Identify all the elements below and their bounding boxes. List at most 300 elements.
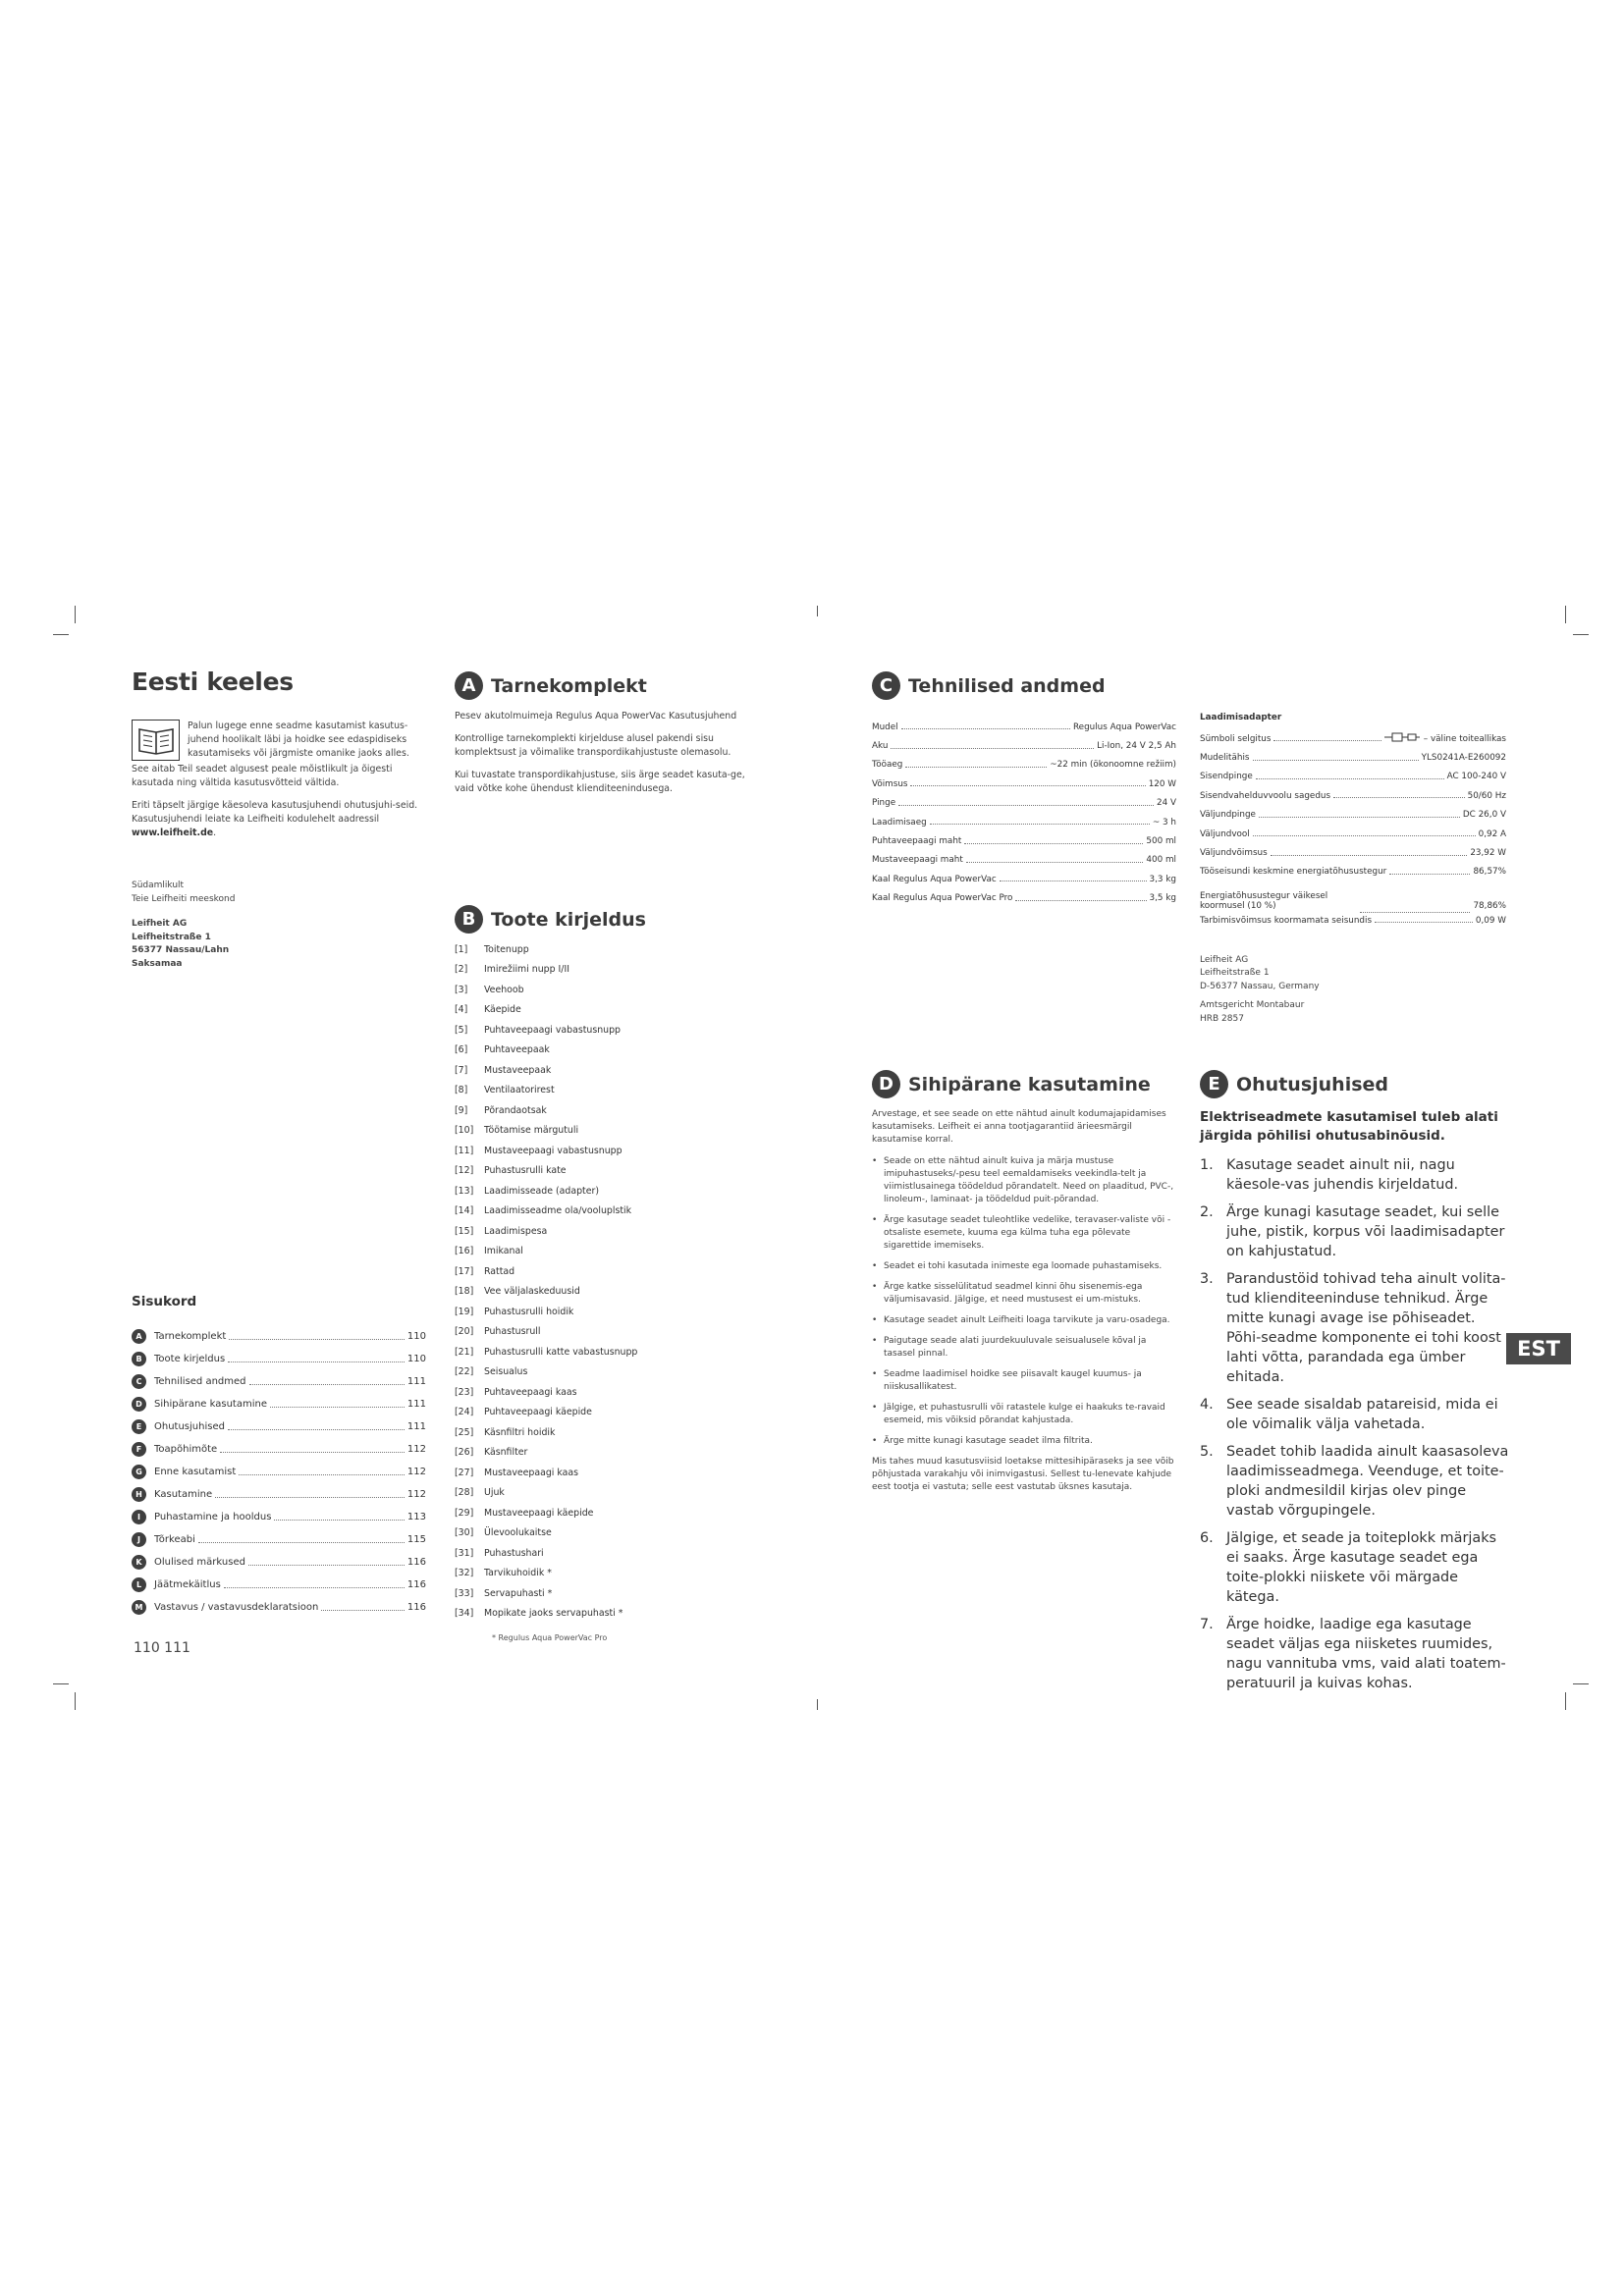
leader-dots [239,1474,405,1475]
part-item [455,1000,764,1021]
part-number: [30] [455,1527,474,1539]
section-letter-badge: E [1200,1070,1228,1098]
part-label: Laadimispesa [484,1225,548,1237]
leader-dots [198,1542,405,1543]
leader-dots [891,748,1094,749]
toc-letter-badge: F [132,1442,146,1457]
leader-dots [1271,855,1468,856]
spec-row [872,774,1176,793]
bullet-mark: • [872,1215,878,1225]
part-label: Puhastusrulli katte vabastusnupp [484,1346,638,1358]
toc-label: Sihipärane kasutamine [154,1399,267,1410]
company-city: 56377 Nassau/Lahn [132,945,230,955]
safety-text: Parandustöid tohivad teha ainult volita-tud klienditeeninduse tehnikud. Ärge mitte kunagi avage ise põhiseadet. Põhi-seadme komponente ei tohi koost lahti võtta, parandada ega ümber ehitada. [1226,1271,1506,1385]
toc-page-number: 111 [406,1421,426,1432]
page-numbers: 110 111 [134,1640,190,1656]
company-country: Saksamaa [132,958,183,969]
part-number: [32] [455,1568,474,1579]
part-number: [11] [455,1145,474,1156]
toc-letter-badge: A [132,1329,146,1344]
section-a [455,671,764,805]
leader-dots [1360,912,1470,913]
toc-item[interactable] [132,1325,426,1348]
manufacturer-street: Leifheitstraße 1 [1200,968,1270,979]
part-number: [13] [455,1185,474,1197]
part-item [455,1342,764,1362]
section-c-header [872,671,1176,700]
bullet-mark: • [872,1282,878,1292]
toc-page-number: 116 [406,1579,426,1590]
part-number: [10] [455,1125,474,1137]
spec-label: Aku [872,741,889,752]
part-number: [22] [455,1366,474,1378]
spec-label: Väljundpinge [1200,810,1256,821]
toc-item[interactable] [132,1415,426,1438]
section-letter-badge: C [872,671,900,700]
toc-label: Puhastamine ja hooldus [154,1512,272,1522]
spec-label: Mudel [872,721,898,732]
toc-item[interactable] [132,1596,426,1619]
safety-number: 1. [1200,1157,1214,1173]
spec-row [1200,825,1506,843]
website-link[interactable]: www.leifheit.de [132,828,214,838]
section-title: Toote kirjeldus [491,908,646,931]
leader-dots [1273,740,1380,741]
part-number: [8] [455,1085,468,1096]
part-item [455,1362,764,1383]
toc-letter-badge: J [132,1532,146,1547]
leader-dots [220,1452,405,1453]
toc-page-number: 116 [406,1602,426,1613]
part-label: Tarvikuhoidik * [484,1568,552,1579]
bullet-mark: • [872,1403,878,1413]
crop-mark [817,606,818,616]
part-label: Käsnfiltri hoidik [484,1426,556,1438]
section-a-header [455,671,764,700]
part-label: Mopikate jaoks servapuhasti * [484,1608,623,1620]
leader-dots [905,767,1047,768]
toc-page-number: 115 [406,1534,426,1545]
leader-dots [274,1520,404,1521]
leader-dots [321,1610,405,1611]
spec-label: Pinge [872,798,896,809]
part-item [455,1403,764,1423]
section-d [872,1070,1178,1503]
spec-value: DC 26,0 V [1462,810,1506,821]
crop-mark [817,1699,818,1710]
spec-label: Mudelitähis [1200,753,1250,764]
spec-row [872,794,1176,813]
leader-dots [248,1565,405,1566]
part-item [455,1382,764,1403]
bullet-mark: • [872,1336,878,1346]
bullet-item [872,1260,1178,1273]
leader-dots [910,785,1145,786]
toc-item[interactable] [132,1461,426,1483]
intro-block [132,720,431,761]
spec-value: 78,86% [1473,901,1506,912]
toc-title: Sisukord [132,1294,197,1309]
part-number: [28] [455,1487,474,1499]
leader-dots [228,1429,405,1430]
toc-letter-badge: M [132,1600,146,1615]
toc-label: Olulised märkused [154,1557,245,1568]
spec-value: 50/60 Hz [1467,790,1506,801]
part-number: [5] [455,1024,468,1036]
parts-footnote: * Regulus Aqua PowerVac Pro [492,1633,608,1642]
toc-letter-badge: G [132,1465,146,1479]
part-label: Puhastusrulli kate [484,1165,567,1177]
spec-label: Sisendvahelduvvoolu sagedus [1200,790,1331,801]
part-number: [12] [455,1165,474,1177]
toc-label: Tehnilised andmed [154,1376,246,1387]
toc-item[interactable] [132,1551,426,1574]
part-item [455,1242,764,1262]
part-item [455,1543,764,1564]
part-label: Mustaveepaagi kaas [484,1467,579,1478]
section-letter-badge: D [872,1070,900,1098]
safety-text: See seade sisaldab patareisid, mida ei ole võimalik välja vahetada. [1226,1397,1498,1432]
bullet-item [872,1214,1178,1253]
intro-paragraph-2: See aitab Teil seadet algusest peale mõistlikult ja õigesti kasutada ning vältida kasutusvõtteid vältida. [132,764,393,788]
safety-item [1200,1615,1512,1693]
manufacturer-block [1200,954,1506,1027]
section-title: Ohutusjuhised [1236,1073,1388,1095]
part-label: Veehoob [484,984,524,995]
section-title: Sihipärane kasutamine [908,1073,1151,1095]
section-d-outro: Mis tahes muud kasutusviisid loetakse mittesihipäraseks ja see võib põhjustada varakahju või inimvigastusi. Sellest tu-lenevate kahjude eest tootja ei vastuta; selle eest vastutab üksnes kasutaja. [872,1457,1174,1492]
section-d-intro: Arvestage, et see seade on ette nähtud ainult kodumajapidamises kasutamiseks. Leifheit ei anna tootjagarantiid ärieesmärgil kasutamise korral. [872,1109,1166,1145]
crop-mark [53,1683,69,1684]
part-item [455,1503,764,1523]
safety-lead: Elektriseadmete kasutamisel tuleb alati järgida põhilisi ohutusabinõusid. [1200,1109,1498,1144]
safety-text: Ärge hoidke, laadige ega kasutage seadet väljas ega niisketes ruumides, nagu vannituba vms, vaid alati toatem-peratuuril ja kuivas kohas. [1226,1617,1506,1691]
safety-text: Jälgige, et seade ja toiteplokk märjaks ei saaks. Ärge kasutage seadet ega toite-plokki niiskete või märgade kätega. [1226,1530,1497,1605]
adapter-specs [1200,713,1506,1026]
section-title: Tarnekomplekt [491,674,647,697]
toc-letter-badge: C [132,1374,146,1389]
leader-dots [1333,797,1465,798]
spec-label: Mustaveepaagi maht [872,855,963,866]
toc-item[interactable] [132,1506,426,1528]
leader-dots [1015,900,1146,901]
part-label: Imirežiimi nupp I/II [484,964,569,976]
intro-paragraph-1: Palun lugege enne seadme kasutamist kasutus-juhend hoolikalt läbi ja hoidke see edaspidiseks kasutamiseks või järgmiste omanike jaoks alles. [188,721,409,759]
spec-row [872,851,1176,870]
toc-page-number: 110 [406,1354,426,1364]
part-item [455,1302,764,1322]
part-number: [26] [455,1447,474,1459]
address-block [132,918,431,971]
part-label: Puhastushari [484,1547,544,1559]
part-item [455,1161,764,1182]
part-number: [15] [455,1225,474,1237]
part-label: Ujuk [484,1487,505,1499]
toc-letter-badge: B [132,1352,146,1366]
toc-item[interactable] [132,1370,426,1393]
spec-row [872,813,1176,831]
manufacturer-court: Amtsgericht Montabaur [1200,1000,1305,1011]
safety-number: 6. [1200,1530,1214,1546]
toc-label: Ohutusjuhised [154,1421,225,1432]
language-tab: EST [1506,1333,1571,1364]
toc-letter-badge: L [132,1577,146,1592]
leader-dots [1375,922,1473,923]
bullet-text: Jälgige, et puhastusrulli või ratastele kulge ei haakuks te-ravaid esemeid, mis võiksid põrandat kahjustada. [884,1403,1165,1425]
part-item [455,960,764,981]
safety-item [1200,1395,1512,1434]
leader-dots [224,1587,405,1588]
part-number: [6] [455,1044,468,1056]
section-letter-badge: B [455,905,483,934]
spec-row [1200,786,1506,805]
bullet-mark: • [872,1369,878,1379]
toc-item[interactable] [132,1348,426,1370]
spec-label: Sisendpinge [1200,772,1253,782]
spec-row [872,889,1176,908]
leader-dots [898,805,1154,806]
spec-value: – väline toiteallikas [1423,733,1506,744]
leader-dots [215,1497,405,1498]
part-label: Toitenupp [484,943,529,955]
part-item [455,1221,764,1242]
part-number: [17] [455,1265,474,1277]
spec-label: Energiatõhusustegur väikesel koormusel (10 %) [1200,891,1328,912]
spec-row [1200,806,1506,825]
bullet-mark: • [872,1261,878,1271]
bullet-item [872,1402,1178,1427]
part-label: Imikanal [484,1246,523,1257]
safety-number: 5. [1200,1444,1214,1460]
spec-label: Kaal Regulus Aqua PowerVac Pro [872,893,1013,904]
bullet-item [872,1435,1178,1448]
spec-row [1200,863,1506,881]
part-label: Mustaveepaak [484,1064,552,1076]
spec-label: Sümboli selgitus [1200,733,1272,744]
part-item [455,1141,764,1161]
safety-number: 4. [1200,1397,1214,1413]
spec-label: Väljundvõimsus [1200,848,1268,859]
spec-row [1200,843,1506,862]
part-item [455,1322,764,1343]
bullet-mark: • [872,1315,878,1325]
leader-dots [930,824,1150,825]
part-item [455,1564,764,1584]
part-label: Puhtaveepaagi kaas [484,1386,577,1398]
part-label: Puhtaveepaagi vabastusnupp [484,1024,622,1036]
section-a-paragraph-3: Kui tuvastate transpordikahjustuse, siis ärge seadet kasuta-ge, vaid võtke kohe ühendust klienditeenindusega. [455,770,745,794]
toc-page-number: 112 [406,1489,426,1500]
toc-item[interactable] [132,1574,426,1596]
crop-mark [53,634,69,635]
manufacturer-company: Leifheit AG [1200,954,1249,965]
spec-label: Tööseisundi keskmine energiatõhusustegur [1200,867,1387,878]
part-label: Puhtaveepaak [484,1044,550,1056]
part-label: Käepide [484,1004,521,1016]
spec-value: 500 ml [1146,836,1176,847]
part-label: Põrandaotsak [484,1104,547,1116]
part-number: [24] [455,1407,474,1418]
signature-block [132,880,431,906]
toc-page-number: 112 [406,1467,426,1477]
spec-row [1200,768,1506,786]
spec-value: 0,92 A [1478,828,1506,839]
safety-number: 7. [1200,1617,1214,1632]
section-a-paragraph-1: Pesev akutolmuimeja Regulus Aqua PowerVac Kasutusjuhend [455,711,737,721]
section-e [1200,1070,1512,1701]
company-name: Leifheit AG [132,919,188,929]
section-d-header [872,1070,1178,1098]
toc-page-number: 112 [406,1444,426,1455]
leader-dots [1253,760,1419,761]
spec-row [872,736,1176,755]
crop-mark [75,1692,76,1710]
left-column [132,667,431,971]
part-label: Vee väljalaskeduusid [484,1286,580,1298]
part-label: Rattad [484,1265,515,1277]
part-number: [31] [455,1547,474,1559]
toc-label: Enne kasutamist [154,1467,237,1477]
bullet-text: Seadme laadimisel hoidke see piisavalt kaugel kuumus- ja niiskusallikatest. [884,1369,1142,1392]
leader-dots [966,862,1144,863]
company-street: Leifheitstraße 1 [132,932,211,942]
leader-dots [1389,874,1470,875]
bullet-text: Paigutage seade alati juurdekuuluvale seisualusele kõval ja tasasel pinnal. [884,1336,1147,1359]
spec-label: Tarbimisvõimsus koormamata seisundis [1200,915,1373,926]
part-label: Puhastusrulli hoidik [484,1306,574,1317]
toc-label: Toapõhimõte [154,1444,218,1455]
page-title: Eesti keeles [132,667,294,696]
bullet-text: Seadet ei tohi kasutada inimeste ega loomade puhastamiseks. [884,1261,1163,1271]
part-label: Töötamise märgutuli [484,1125,579,1137]
section-letter-badge: A [455,671,483,700]
part-item [455,1261,764,1282]
spec-value: Regulus Aqua PowerVac [1072,721,1176,732]
part-item [455,1100,764,1121]
spec-row [1200,911,1506,930]
team-name: Teie Leifheiti meeskond [132,893,236,904]
part-item [455,1443,764,1464]
spec-value: 120 W [1148,778,1176,789]
part-label: Ventilaatorirest [484,1085,555,1096]
part-number: [7] [455,1064,468,1076]
part-number: [25] [455,1426,474,1438]
bullet-item [872,1335,1178,1361]
spec-value: ~22 min (ökonoomne režiim) [1050,760,1176,771]
spec-row [1200,881,1506,911]
bullet-mark: • [872,1156,878,1166]
bullet-text: Ärge mitte kunagi kasutage seadet ilma filtrita. [884,1436,1093,1446]
toc-label: Jäätmekäitlus [154,1579,221,1590]
toc-letter-badge: I [132,1510,146,1524]
part-label: Seisualus [484,1366,528,1378]
crop-mark [1573,634,1589,635]
part-label: Puhastusrull [484,1326,541,1338]
spec-label: Tööaeg [872,760,903,771]
spec-label: Puhtaveepaagi maht [872,836,962,847]
toc-item[interactable] [132,1528,426,1551]
part-number: [18] [455,1286,474,1298]
leader-dots [901,728,1070,729]
bullet-text: Ärge katke sisselülitatud seadmel kinni õhu sisenemis-ega väljumisavasid. Jälgige, et need mustusest ei um-mistuks. [884,1282,1143,1305]
toc-item[interactable] [132,1483,426,1506]
toc-label: Tõrkeabi [154,1534,195,1545]
part-number: [2] [455,964,468,976]
spec-value: 0,09 W [1475,915,1506,926]
section-a-paragraph-2: Kontrollige tarnekomplekti kirjelduse alusel pakendi sisu komplektsust ja võimalike transpordikahjustuste olemasolu. [455,733,731,758]
part-label: Mustaveepaagi vabastusnupp [484,1145,623,1156]
part-item [455,1604,764,1625]
part-item [455,1483,764,1504]
bullet-item [872,1281,1178,1307]
toc-label: Kasutamine [154,1489,213,1500]
part-number: [9] [455,1104,468,1116]
safety-item [1200,1155,1512,1195]
leader-dots [229,1339,405,1340]
part-label: Laadimisseadme ola/vooluplstik [484,1205,632,1217]
part-number: [23] [455,1386,474,1398]
crop-mark [1565,606,1566,623]
part-number: [1] [455,943,468,955]
spec-row [872,756,1176,774]
adapter-title: Laadimisadapter [1200,713,1282,722]
part-item [455,980,764,1000]
part-item [455,1282,764,1303]
crop-mark [75,606,76,623]
bullet-mark: • [872,1436,878,1446]
part-number: [4] [455,1004,468,1016]
bullet-text: Kasutage seadet ainult Leifheiti loaga tarvikute ja varu-osadega. [884,1315,1170,1325]
part-number: [20] [455,1326,474,1338]
part-item [455,1201,764,1222]
spec-row [1200,748,1506,767]
toc-item[interactable] [132,1393,426,1415]
part-number: [19] [455,1306,474,1317]
spec-value: 23,92 W [1470,848,1506,859]
leader-dots [1253,835,1476,836]
bullet-item [872,1368,1178,1394]
spec-label: Võimsus [872,778,908,789]
toc-label: Vastavus / vastavusdeklaratsioon [154,1602,319,1613]
spec-row [872,870,1176,888]
safety-number: 2. [1200,1204,1214,1220]
spec-row [872,718,1176,736]
part-item [455,1041,764,1061]
part-number: [14] [455,1205,474,1217]
safety-text: Ärge kunagi kasutage seadet, kui selle juhe, pistik, korpus või laadimisadapter on kahjustatud. [1226,1204,1505,1259]
toc-item[interactable] [132,1438,426,1461]
spec-value: AC 100-240 V [1446,772,1506,782]
section-b [455,905,764,1642]
spec-value: 24 V [1156,798,1176,809]
part-item [455,1081,764,1101]
crop-mark [1565,1692,1566,1710]
part-item [455,1181,764,1201]
spec-value: Li-Ion, 24 V 2,5 Ah [1097,741,1176,752]
spec-value: 400 ml [1146,855,1176,866]
part-label: Mustaveepaagi käepide [484,1507,594,1519]
part-label: Servapuhasti * [484,1587,553,1599]
toc-page-number: 110 [406,1331,426,1342]
safety-item [1200,1202,1512,1261]
safety-text: Seadet tohib laadida ainult kaasasoleva laadimisseadmega. Veenduge, et toite-ploki andmesildil kirjas olev pinge vastab võrgupingele. [1226,1444,1509,1519]
part-number: [3] [455,984,468,995]
external-power-supply-icon [1384,732,1420,745]
toc-label: Toote kirjeldus [154,1354,226,1364]
part-item [455,1422,764,1443]
spec-value: 3,3 kg [1149,874,1176,884]
part-item [455,1583,764,1604]
